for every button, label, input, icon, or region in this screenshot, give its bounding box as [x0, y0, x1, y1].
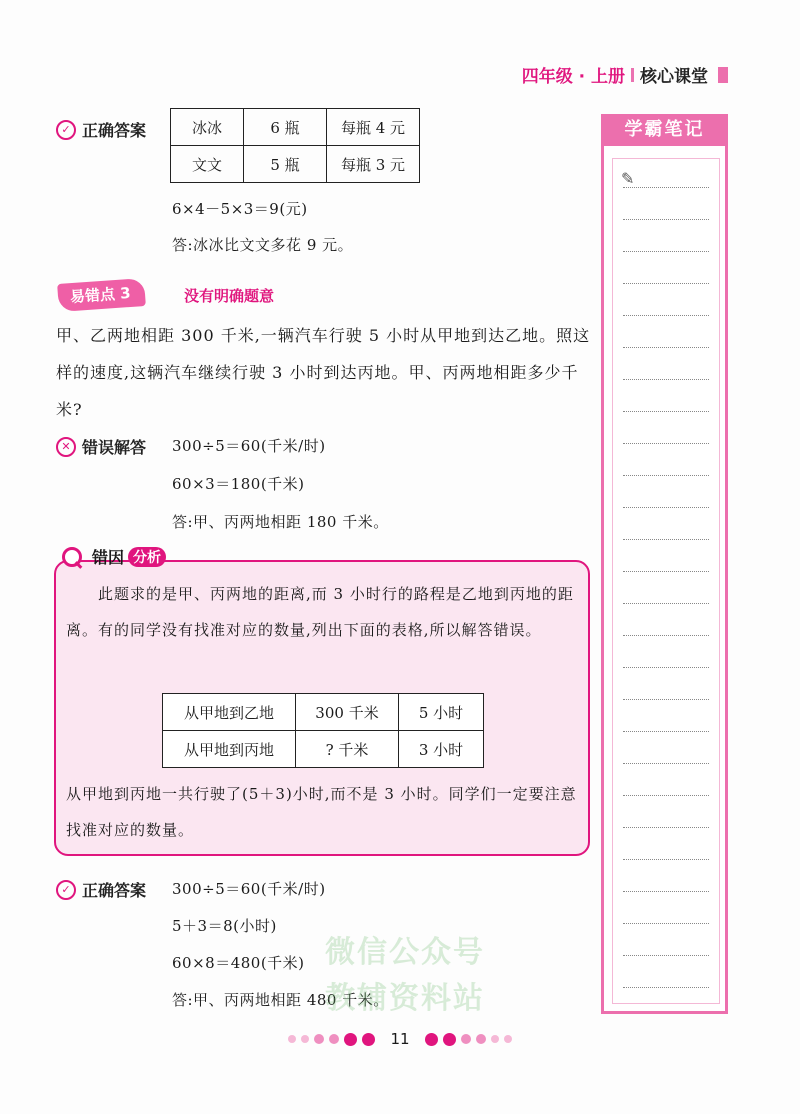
- notes-title: 学霸笔记: [601, 114, 728, 146]
- table-cell: 3 小时: [399, 731, 484, 768]
- cross-icon: ✕: [56, 437, 76, 457]
- note-line: [623, 891, 709, 892]
- table-cell: 冰冰: [171, 109, 244, 146]
- dot-decoration: [476, 1034, 486, 1044]
- note-line: [623, 955, 709, 956]
- analysis-pill: 分析: [128, 547, 166, 567]
- table-row: [163, 731, 484, 768]
- dot-decoration: [314, 1034, 324, 1044]
- note-line: [623, 859, 709, 860]
- header-bar-decoration: [718, 67, 728, 83]
- page-number: 11: [390, 1030, 410, 1048]
- analysis-title: 错因: [92, 548, 125, 567]
- check-icon: ✓: [56, 120, 76, 140]
- page-footer: [0, 1030, 800, 1048]
- note-line: [623, 219, 709, 220]
- solution-line: 5＋3＝8(小时): [172, 917, 277, 935]
- table-cell: ? 千米: [296, 731, 399, 768]
- check-icon: ✓: [56, 880, 76, 900]
- analysis-header: [62, 545, 166, 568]
- analysis-text-2: 从甲地到丙地一共行驶了(5＋3)小时,而不是 3 小时。同学们一定要注意找准对应的数量。: [66, 785, 577, 839]
- note-line: [623, 411, 709, 412]
- note-line: [623, 635, 709, 636]
- watermark: 微信公众号 教辅资料站: [325, 935, 485, 1016]
- section-label: 核心课堂: [640, 67, 708, 87]
- dot-decoration: [461, 1034, 471, 1044]
- dot-decoration: [425, 1033, 438, 1046]
- wrong-line: 60×3＝180(千米): [172, 475, 305, 493]
- note-line: [623, 987, 709, 988]
- magnifier-icon: [62, 547, 82, 567]
- table-cell: 文文: [171, 146, 244, 183]
- wrong-answer-label: ✕ 错误解答: [56, 435, 146, 458]
- pencil-icon: ✎: [621, 169, 635, 188]
- note-line: [623, 699, 709, 700]
- dot-decoration: [329, 1034, 339, 1044]
- table-row: [171, 109, 420, 146]
- note-line: [623, 379, 709, 380]
- table-cell: 5 瓶: [244, 146, 327, 183]
- note-line: [623, 763, 709, 764]
- note-line: [623, 667, 709, 668]
- table-row: [163, 694, 484, 731]
- solution-line: 60×8＝480(千米): [172, 954, 305, 972]
- dot-decoration: [301, 1035, 309, 1043]
- dot-decoration: [362, 1033, 375, 1046]
- dot-decoration: [443, 1033, 456, 1046]
- note-line: [623, 795, 709, 796]
- note-line: [623, 187, 709, 188]
- dot-decoration: [288, 1035, 296, 1043]
- header-divider: [631, 68, 634, 82]
- analysis-text-1: 此题求的是甲、丙两地的距离,而 3 小时行的路程是乙地到丙地的距离。有的同学没有找准对应的数量,列出下面的表格,所以解答错误。: [66, 585, 574, 639]
- dot-decoration: [491, 1035, 499, 1043]
- solution-line: 6×4－5×3＝9(元): [172, 200, 308, 218]
- pitfall-tag: 易错点 3: [57, 278, 145, 312]
- table-cell: 从甲地到乙地: [163, 694, 296, 731]
- note-line: [623, 539, 709, 540]
- table-cell: 每瓶 4 元: [327, 109, 420, 146]
- problem-text: 甲、乙两地相距 300 千米,一辆汽车行驶 5 小时从甲地到达乙地。照这样的速度,这辆汽车继续行驶 3 小时到达丙地。甲、丙两地相距多少千米?: [56, 326, 591, 419]
- note-line: [623, 315, 709, 316]
- table-cell: 300 千米: [296, 694, 399, 731]
- note-line: [623, 603, 709, 604]
- note-line: [623, 571, 709, 572]
- note-line: [623, 507, 709, 508]
- note-line: [623, 283, 709, 284]
- note-line: [623, 347, 709, 348]
- correct-answer-label-1: ✓ 正确答案: [56, 118, 146, 141]
- dot-decoration: [504, 1035, 512, 1043]
- answer-table-1: [170, 108, 420, 183]
- dot-decoration: [344, 1033, 357, 1046]
- note-line: [623, 251, 709, 252]
- answer-line: 答:冰冰比文文多花 9 元。: [172, 236, 354, 254]
- pitfall-title: 没有明确题意: [184, 287, 275, 305]
- note-line: [623, 731, 709, 732]
- page-header: [522, 62, 728, 87]
- table-cell: 5 小时: [399, 694, 484, 731]
- note-line: [623, 475, 709, 476]
- wrong-answer-line: 答:甲、丙两地相距 180 千米。: [172, 513, 389, 531]
- table-cell: 6 瓶: [244, 109, 327, 146]
- note-line: [623, 443, 709, 444]
- analysis-table: [162, 693, 484, 768]
- table-row: [171, 146, 420, 183]
- table-cell: 从甲地到丙地: [163, 731, 296, 768]
- table-cell: 每瓶 3 元: [327, 146, 420, 183]
- note-line: [623, 827, 709, 828]
- note-line: [623, 923, 709, 924]
- answer-line: 答:甲、丙两地相距 480 千米。: [172, 991, 389, 1009]
- grade-label: 四年级 · 上册: [521, 67, 625, 87]
- notes-lines-area: [612, 158, 720, 1004]
- solution-line: 300÷5＝60(千米/时): [172, 880, 326, 898]
- wrong-line: 300÷5＝60(千米/时): [172, 437, 326, 455]
- correct-answer-label-2: ✓ 正确答案: [56, 878, 146, 901]
